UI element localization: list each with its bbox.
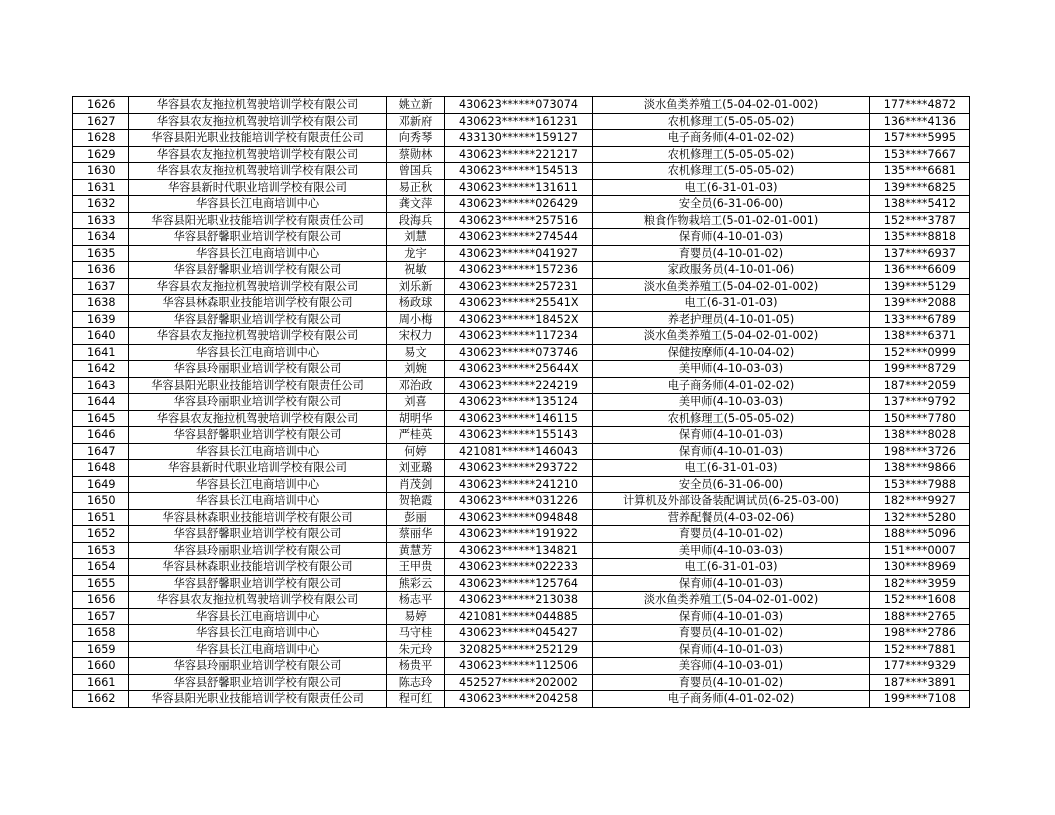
phone-number-cell: 138****9866 bbox=[870, 460, 970, 477]
occupation-cell: 育婴员(4-10-01-02) bbox=[593, 526, 870, 543]
table-row bbox=[73, 542, 970, 559]
occupation-cell: 保育师(4-10-01-03) bbox=[593, 641, 870, 658]
id-number-cell: 430623******221217 bbox=[445, 146, 593, 163]
serial-number-cell: 1651 bbox=[73, 509, 129, 526]
serial-number-cell: 1658 bbox=[73, 625, 129, 642]
training-school-cell: 华容县舒馨职业培训学校有限公司 bbox=[129, 229, 387, 246]
phone-number-cell: 157****5995 bbox=[870, 130, 970, 147]
table-row bbox=[73, 146, 970, 163]
occupation-cell: 育婴员(4-10-01-02) bbox=[593, 625, 870, 642]
trainee-name-cell: 刘喜 bbox=[387, 394, 445, 411]
trainee-roster-table bbox=[72, 96, 970, 708]
phone-number-cell: 150****7780 bbox=[870, 410, 970, 427]
id-number-cell: 430623******112506 bbox=[445, 658, 593, 675]
trainee-name-cell: 蔡丽华 bbox=[387, 526, 445, 543]
phone-number-cell: 187****2059 bbox=[870, 377, 970, 394]
training-school-cell: 华容县玲丽职业培训学校有限公司 bbox=[129, 361, 387, 378]
table-row bbox=[73, 262, 970, 279]
table-row bbox=[73, 410, 970, 427]
id-number-cell: 430623******134821 bbox=[445, 542, 593, 559]
trainee-name-cell: 刘亚璐 bbox=[387, 460, 445, 477]
occupation-cell: 电工(6-31-01-03) bbox=[593, 460, 870, 477]
serial-number-cell: 1640 bbox=[73, 328, 129, 345]
table-row bbox=[73, 295, 970, 312]
occupation-cell: 农机修理工(5-05-05-02) bbox=[593, 410, 870, 427]
occupation-cell: 育婴员(4-10-01-02) bbox=[593, 245, 870, 262]
table-row bbox=[73, 658, 970, 675]
table-row bbox=[73, 212, 970, 229]
id-number-cell: 430623******125764 bbox=[445, 575, 593, 592]
occupation-cell: 淡水鱼类养殖工(5-04-02-01-002) bbox=[593, 592, 870, 609]
training-school-cell: 华容县农友拖拉机驾驶培训学校有限公司 bbox=[129, 163, 387, 180]
id-number-cell: 430623******154513 bbox=[445, 163, 593, 180]
occupation-cell: 保育师(4-10-01-03) bbox=[593, 575, 870, 592]
table-row bbox=[73, 229, 970, 246]
table-row bbox=[73, 443, 970, 460]
occupation-cell: 保育师(4-10-01-03) bbox=[593, 443, 870, 460]
trainee-name-cell: 熊彩云 bbox=[387, 575, 445, 592]
table-row bbox=[73, 509, 970, 526]
occupation-cell: 农机修理工(5-05-05-02) bbox=[593, 163, 870, 180]
id-number-cell: 430623******293722 bbox=[445, 460, 593, 477]
training-school-cell: 华容县长江电商培训中心 bbox=[129, 245, 387, 262]
serial-number-cell: 1648 bbox=[73, 460, 129, 477]
phone-number-cell: 188****5096 bbox=[870, 526, 970, 543]
occupation-cell: 淡水鱼类养殖工(5-04-02-01-002) bbox=[593, 97, 870, 114]
table-row bbox=[73, 377, 970, 394]
training-school-cell: 华容县阳光职业技能培训学校有限责任公司 bbox=[129, 130, 387, 147]
training-school-cell: 华容县新时代职业培训学校有限公司 bbox=[129, 179, 387, 196]
occupation-cell: 保育师(4-10-01-03) bbox=[593, 427, 870, 444]
table-row bbox=[73, 130, 970, 147]
training-school-cell: 华容县舒馨职业培训学校有限公司 bbox=[129, 311, 387, 328]
training-school-cell: 华容县农友拖拉机驾驶培训学校有限公司 bbox=[129, 146, 387, 163]
trainee-name-cell: 祝敏 bbox=[387, 262, 445, 279]
id-number-cell: 433130******159127 bbox=[445, 130, 593, 147]
trainee-name-cell: 陈志玲 bbox=[387, 674, 445, 691]
training-school-cell: 华容县长江电商培训中心 bbox=[129, 493, 387, 510]
table-row bbox=[73, 493, 970, 510]
phone-number-cell: 133****6789 bbox=[870, 311, 970, 328]
id-number-cell: 430623******026429 bbox=[445, 196, 593, 213]
training-school-cell: 华容县新时代职业培训学校有限公司 bbox=[129, 460, 387, 477]
occupation-cell: 淡水鱼类养殖工(5-04-02-01-002) bbox=[593, 278, 870, 295]
phone-number-cell: 152****0999 bbox=[870, 344, 970, 361]
serial-number-cell: 1660 bbox=[73, 658, 129, 675]
id-number-cell: 452527******202002 bbox=[445, 674, 593, 691]
occupation-cell: 美甲师(4-10-03-03) bbox=[593, 361, 870, 378]
training-school-cell: 华容县舒馨职业培训学校有限公司 bbox=[129, 575, 387, 592]
trainee-name-cell: 易正秋 bbox=[387, 179, 445, 196]
training-school-cell: 华容县林森职业技能培训学校有限公司 bbox=[129, 295, 387, 312]
phone-number-cell: 188****2765 bbox=[870, 608, 970, 625]
occupation-cell: 计算机及外部设备装配调试员(6-25-03-00) bbox=[593, 493, 870, 510]
training-school-cell: 华容县阳光职业技能培训学校有限责任公司 bbox=[129, 377, 387, 394]
id-number-cell: 430623******031226 bbox=[445, 493, 593, 510]
serial-number-cell: 1645 bbox=[73, 410, 129, 427]
phone-number-cell: 152****3787 bbox=[870, 212, 970, 229]
training-school-cell: 华容县舒馨职业培训学校有限公司 bbox=[129, 674, 387, 691]
table-row bbox=[73, 361, 970, 378]
table-row bbox=[73, 245, 970, 262]
phone-number-cell: 139****6825 bbox=[870, 179, 970, 196]
serial-number-cell: 1627 bbox=[73, 113, 129, 130]
serial-number-cell: 1646 bbox=[73, 427, 129, 444]
table-row bbox=[73, 460, 970, 477]
table-row bbox=[73, 592, 970, 609]
serial-number-cell: 1633 bbox=[73, 212, 129, 229]
phone-number-cell: 151****0007 bbox=[870, 542, 970, 559]
occupation-cell: 电子商务师(4-01-02-02) bbox=[593, 130, 870, 147]
trainee-name-cell: 周小梅 bbox=[387, 311, 445, 328]
trainee-name-cell: 段海兵 bbox=[387, 212, 445, 229]
trainee-name-cell: 肖茂剑 bbox=[387, 476, 445, 493]
phone-number-cell: 130****8969 bbox=[870, 559, 970, 576]
phone-number-cell: 136****6609 bbox=[870, 262, 970, 279]
table-row bbox=[73, 163, 970, 180]
id-number-cell: 430623******241210 bbox=[445, 476, 593, 493]
id-number-cell: 430623******117234 bbox=[445, 328, 593, 345]
serial-number-cell: 1662 bbox=[73, 691, 129, 708]
serial-number-cell: 1644 bbox=[73, 394, 129, 411]
training-school-cell: 华容县舒馨职业培训学校有限公司 bbox=[129, 262, 387, 279]
training-school-cell: 华容县农友拖拉机驾驶培训学校有限公司 bbox=[129, 592, 387, 609]
table-row bbox=[73, 608, 970, 625]
occupation-cell: 安全员(6-31-06-00) bbox=[593, 476, 870, 493]
occupation-cell: 保育师(4-10-01-03) bbox=[593, 229, 870, 246]
occupation-cell: 粮食作物栽培工(5-01-02-01-001) bbox=[593, 212, 870, 229]
table-row bbox=[73, 427, 970, 444]
phone-number-cell: 177****4872 bbox=[870, 97, 970, 114]
trainee-name-cell: 宋权力 bbox=[387, 328, 445, 345]
occupation-cell: 养老护理员(4-10-01-05) bbox=[593, 311, 870, 328]
id-number-cell: 430623******073746 bbox=[445, 344, 593, 361]
id-number-cell: 430623******146115 bbox=[445, 410, 593, 427]
training-school-cell: 华容县林森职业技能培训学校有限公司 bbox=[129, 559, 387, 576]
training-school-cell: 华容县长江电商培训中心 bbox=[129, 344, 387, 361]
table-row bbox=[73, 691, 970, 708]
trainee-name-cell: 蔡勋林 bbox=[387, 146, 445, 163]
id-number-cell: 421081******044885 bbox=[445, 608, 593, 625]
occupation-cell: 安全员(6-31-06-00) bbox=[593, 196, 870, 213]
serial-number-cell: 1639 bbox=[73, 311, 129, 328]
serial-number-cell: 1650 bbox=[73, 493, 129, 510]
occupation-cell: 美甲师(4-10-03-03) bbox=[593, 542, 870, 559]
occupation-cell: 美甲师(4-10-03-03) bbox=[593, 394, 870, 411]
trainee-name-cell: 邓新府 bbox=[387, 113, 445, 130]
occupation-cell: 美容师(4-10-03-01) bbox=[593, 658, 870, 675]
id-number-cell: 430623******073074 bbox=[445, 97, 593, 114]
training-school-cell: 华容县长江电商培训中心 bbox=[129, 443, 387, 460]
trainee-name-cell: 杨志平 bbox=[387, 592, 445, 609]
occupation-cell: 农机修理工(5-05-05-02) bbox=[593, 113, 870, 130]
id-number-cell: 320825******252129 bbox=[445, 641, 593, 658]
training-school-cell: 华容县长江电商培训中心 bbox=[129, 641, 387, 658]
trainee-name-cell: 黄慧芳 bbox=[387, 542, 445, 559]
serial-number-cell: 1656 bbox=[73, 592, 129, 609]
trainee-name-cell: 杨贵平 bbox=[387, 658, 445, 675]
serial-number-cell: 1631 bbox=[73, 179, 129, 196]
id-number-cell: 430623******224219 bbox=[445, 377, 593, 394]
id-number-cell: 430623******135124 bbox=[445, 394, 593, 411]
id-number-cell: 430623******161231 bbox=[445, 113, 593, 130]
serial-number-cell: 1643 bbox=[73, 377, 129, 394]
table-body bbox=[73, 97, 970, 708]
phone-number-cell: 182****3959 bbox=[870, 575, 970, 592]
training-school-cell: 华容县阳光职业技能培训学校有限责任公司 bbox=[129, 212, 387, 229]
trainee-name-cell: 胡明华 bbox=[387, 410, 445, 427]
serial-number-cell: 1653 bbox=[73, 542, 129, 559]
occupation-cell: 保健按摩师(4-10-04-02) bbox=[593, 344, 870, 361]
phone-number-cell: 153****7667 bbox=[870, 146, 970, 163]
trainee-name-cell: 龚文萍 bbox=[387, 196, 445, 213]
trainee-name-cell: 向秀琴 bbox=[387, 130, 445, 147]
trainee-name-cell: 易文 bbox=[387, 344, 445, 361]
occupation-cell: 电工(6-31-01-03) bbox=[593, 559, 870, 576]
phone-number-cell: 132****5280 bbox=[870, 509, 970, 526]
trainee-name-cell: 贺艳霞 bbox=[387, 493, 445, 510]
phone-number-cell: 198****2786 bbox=[870, 625, 970, 642]
phone-number-cell: 135****6681 bbox=[870, 163, 970, 180]
id-number-cell: 430623******191922 bbox=[445, 526, 593, 543]
table-row bbox=[73, 625, 970, 642]
serial-number-cell: 1636 bbox=[73, 262, 129, 279]
trainee-name-cell: 曾国兵 bbox=[387, 163, 445, 180]
occupation-cell: 农机修理工(5-05-05-02) bbox=[593, 146, 870, 163]
phone-number-cell: 177****9329 bbox=[870, 658, 970, 675]
training-school-cell: 华容县长江电商培训中心 bbox=[129, 476, 387, 493]
occupation-cell: 电子商务师(4-01-02-02) bbox=[593, 377, 870, 394]
phone-number-cell: 138****5412 bbox=[870, 196, 970, 213]
trainee-name-cell: 易婷 bbox=[387, 608, 445, 625]
id-number-cell: 430623******213038 bbox=[445, 592, 593, 609]
serial-number-cell: 1634 bbox=[73, 229, 129, 246]
occupation-cell: 电子商务师(4-01-02-02) bbox=[593, 691, 870, 708]
occupation-cell: 家政服务员(4-10-01-06) bbox=[593, 262, 870, 279]
training-school-cell: 华容县农友拖拉机驾驶培训学校有限公司 bbox=[129, 97, 387, 114]
serial-number-cell: 1657 bbox=[73, 608, 129, 625]
trainee-name-cell: 杨政球 bbox=[387, 295, 445, 312]
phone-number-cell: 152****1608 bbox=[870, 592, 970, 609]
table-row bbox=[73, 559, 970, 576]
occupation-cell: 营养配餐员(4-03-02-06) bbox=[593, 509, 870, 526]
id-number-cell: 430623******155143 bbox=[445, 427, 593, 444]
id-number-cell: 430623******257231 bbox=[445, 278, 593, 295]
table-row bbox=[73, 311, 970, 328]
serial-number-cell: 1641 bbox=[73, 344, 129, 361]
table-row bbox=[73, 476, 970, 493]
trainee-name-cell: 何婷 bbox=[387, 443, 445, 460]
training-school-cell: 华容县舒馨职业培训学校有限公司 bbox=[129, 427, 387, 444]
phone-number-cell: 135****8818 bbox=[870, 229, 970, 246]
occupation-cell: 育婴员(4-10-01-02) bbox=[593, 674, 870, 691]
trainee-name-cell: 彭丽 bbox=[387, 509, 445, 526]
serial-number-cell: 1632 bbox=[73, 196, 129, 213]
trainee-name-cell: 王甲贵 bbox=[387, 559, 445, 576]
phone-number-cell: 198****3726 bbox=[870, 443, 970, 460]
table-row bbox=[73, 278, 970, 295]
serial-number-cell: 1628 bbox=[73, 130, 129, 147]
occupation-cell: 电工(6-31-01-03) bbox=[593, 295, 870, 312]
serial-number-cell: 1655 bbox=[73, 575, 129, 592]
trainee-name-cell: 姚立新 bbox=[387, 97, 445, 114]
id-number-cell: 430623******094848 bbox=[445, 509, 593, 526]
trainee-name-cell: 程可红 bbox=[387, 691, 445, 708]
id-number-cell: 430623******257516 bbox=[445, 212, 593, 229]
training-school-cell: 华容县林森职业技能培训学校有限公司 bbox=[129, 509, 387, 526]
phone-number-cell: 138****6371 bbox=[870, 328, 970, 345]
table-row bbox=[73, 674, 970, 691]
serial-number-cell: 1642 bbox=[73, 361, 129, 378]
phone-number-cell: 187****3891 bbox=[870, 674, 970, 691]
id-number-cell: 430623******18452X bbox=[445, 311, 593, 328]
serial-number-cell: 1638 bbox=[73, 295, 129, 312]
table-row bbox=[73, 526, 970, 543]
training-school-cell: 华容县长江电商培训中心 bbox=[129, 196, 387, 213]
training-school-cell: 华容县玲丽职业培训学校有限公司 bbox=[129, 542, 387, 559]
trainee-name-cell: 刘婉 bbox=[387, 361, 445, 378]
training-school-cell: 华容县阳光职业技能培训学校有限责任公司 bbox=[129, 691, 387, 708]
training-school-cell: 华容县长江电商培训中心 bbox=[129, 608, 387, 625]
serial-number-cell: 1649 bbox=[73, 476, 129, 493]
table-row bbox=[73, 344, 970, 361]
phone-number-cell: 199****8729 bbox=[870, 361, 970, 378]
serial-number-cell: 1661 bbox=[73, 674, 129, 691]
phone-number-cell: 139****2088 bbox=[870, 295, 970, 312]
training-school-cell: 华容县玲丽职业培训学校有限公司 bbox=[129, 658, 387, 675]
trainee-name-cell: 邓治政 bbox=[387, 377, 445, 394]
occupation-cell: 保育师(4-10-01-03) bbox=[593, 608, 870, 625]
training-school-cell: 华容县农友拖拉机驾驶培训学校有限公司 bbox=[129, 113, 387, 130]
id-number-cell: 430623******131611 bbox=[445, 179, 593, 196]
table-row bbox=[73, 394, 970, 411]
serial-number-cell: 1647 bbox=[73, 443, 129, 460]
table-row bbox=[73, 179, 970, 196]
id-number-cell: 430623******022233 bbox=[445, 559, 593, 576]
serial-number-cell: 1626 bbox=[73, 97, 129, 114]
phone-number-cell: 199****7108 bbox=[870, 691, 970, 708]
phone-number-cell: 137****9792 bbox=[870, 394, 970, 411]
phone-number-cell: 182****9927 bbox=[870, 493, 970, 510]
id-number-cell: 421081******146043 bbox=[445, 443, 593, 460]
training-school-cell: 华容县农友拖拉机驾驶培训学校有限公司 bbox=[129, 278, 387, 295]
id-number-cell: 430623******25541X bbox=[445, 295, 593, 312]
training-school-cell: 华容县农友拖拉机驾驶培训学校有限公司 bbox=[129, 328, 387, 345]
training-school-cell: 华容县舒馨职业培训学校有限公司 bbox=[129, 526, 387, 543]
training-school-cell: 华容县玲丽职业培训学校有限公司 bbox=[129, 394, 387, 411]
trainee-name-cell: 刘慧 bbox=[387, 229, 445, 246]
trainee-name-cell: 马守桂 bbox=[387, 625, 445, 642]
table-row bbox=[73, 97, 970, 114]
phone-number-cell: 139****5129 bbox=[870, 278, 970, 295]
phone-number-cell: 138****8028 bbox=[870, 427, 970, 444]
table-row bbox=[73, 641, 970, 658]
serial-number-cell: 1630 bbox=[73, 163, 129, 180]
serial-number-cell: 1637 bbox=[73, 278, 129, 295]
phone-number-cell: 152****7881 bbox=[870, 641, 970, 658]
id-number-cell: 430623******25644X bbox=[445, 361, 593, 378]
training-school-cell: 华容县农友拖拉机驾驶培训学校有限公司 bbox=[129, 410, 387, 427]
serial-number-cell: 1629 bbox=[73, 146, 129, 163]
table-row bbox=[73, 328, 970, 345]
table-row bbox=[73, 113, 970, 130]
serial-number-cell: 1654 bbox=[73, 559, 129, 576]
serial-number-cell: 1652 bbox=[73, 526, 129, 543]
phone-number-cell: 153****7988 bbox=[870, 476, 970, 493]
phone-number-cell: 137****6937 bbox=[870, 245, 970, 262]
serial-number-cell: 1659 bbox=[73, 641, 129, 658]
phone-number-cell: 136****4136 bbox=[870, 113, 970, 130]
trainee-name-cell: 朱元玲 bbox=[387, 641, 445, 658]
table-row bbox=[73, 196, 970, 213]
serial-number-cell: 1635 bbox=[73, 245, 129, 262]
table-row bbox=[73, 575, 970, 592]
id-number-cell: 430623******204258 bbox=[445, 691, 593, 708]
trainee-name-cell: 刘乐新 bbox=[387, 278, 445, 295]
occupation-cell: 淡水鱼类养殖工(5-04-02-01-002) bbox=[593, 328, 870, 345]
id-number-cell: 430623******045427 bbox=[445, 625, 593, 642]
training-school-cell: 华容县长江电商培训中心 bbox=[129, 625, 387, 642]
trainee-name-cell: 严桂英 bbox=[387, 427, 445, 444]
id-number-cell: 430623******274544 bbox=[445, 229, 593, 246]
occupation-cell: 电工(6-31-01-03) bbox=[593, 179, 870, 196]
id-number-cell: 430623******041927 bbox=[445, 245, 593, 262]
trainee-name-cell: 龙宇 bbox=[387, 245, 445, 262]
id-number-cell: 430623******157236 bbox=[445, 262, 593, 279]
